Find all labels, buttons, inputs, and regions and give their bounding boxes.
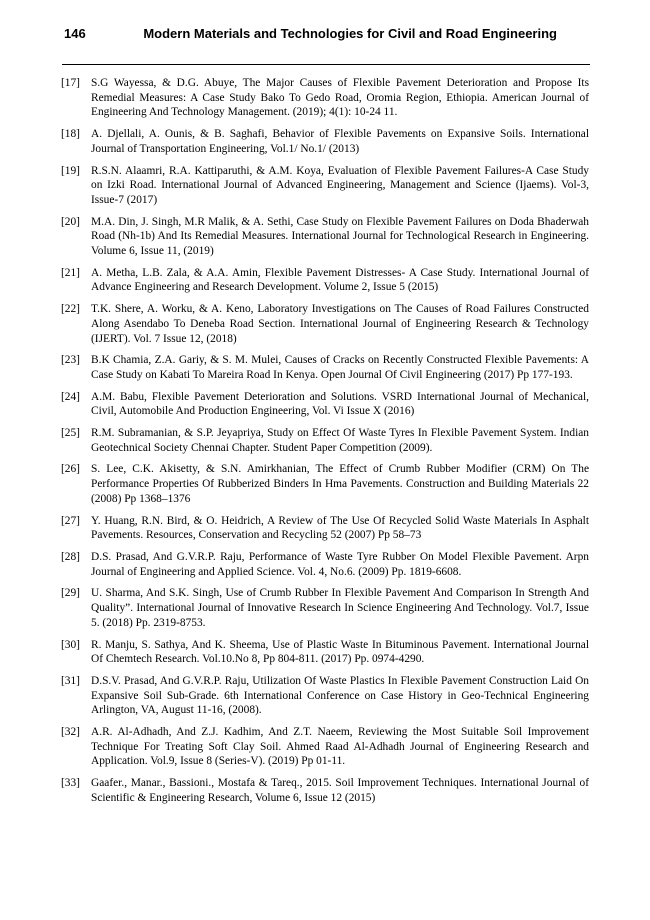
reference-number: [18] <box>61 128 80 141</box>
header-divider <box>62 64 590 65</box>
reference-item <box>61 776 589 805</box>
reference-text: D.S.V. Prasad, And G.V.R.P. Raju, Utilization Of Waste Plastics In Flexible Pavement Construction Laid On Expansive Soil Sub-Grade. 6th International Conference on Case History in Geo-Technical Engineering Arlington, VA, August 11-16, (2008). <box>91 674 589 717</box>
reference-text: Gaafer., Manar., Bassioni., Mostafa & Tareq., 2015. Soil Improvement Techniques. International Journal of Scientific & Engineering Research, Volume 6, Issue 12 (2015) <box>91 777 589 804</box>
reference-item <box>61 426 589 455</box>
reference-number: [27] <box>61 514 80 527</box>
reference-text: B.K Chamia, Z.A. Gariy, & S. M. Mulei, Causes of Cracks on Recently Constructed Flexible Pavements: A Case Study on Kabati To Mareira Road In Kenya. Open Journal Of Civil Engineering (2017) Pp 177-193. <box>91 354 589 381</box>
reference-number: [24] <box>61 390 80 403</box>
reference-item <box>61 390 589 419</box>
reference-number: [23] <box>61 354 80 367</box>
reference-text: Y. Huang, R.N. Bird, & O. Heidrich, A Review of The Use Of Recycled Solid Waste Materials In Asphalt Pavements. Resources, Conservation and Recycling 52 (2007) Pp 58–73 <box>91 514 589 542</box>
page-number: 146 <box>64 26 86 41</box>
reference-number: [26] <box>61 463 80 476</box>
reference-text: A.R. Al-Adhadh, And Z.J. Kadhim, And Z.T. Naeem, Reviewing the Most Suitable Soil Improvement Technique For Treating Soft Clay Soil. Ahmed Raad Al-Adhadh Journal of Engineering Research and Application. Vol.9, Issue 8 (Series-V). (2019) Pp 01-11. <box>91 726 589 768</box>
reference-item <box>61 550 589 579</box>
reference-item <box>61 586 589 630</box>
reference-text: R.M. Subramanian, & S.P. Jeyapriya, Study on Effect Of Waste Tyres In Flexible Pavement System. Indian Geotechnical Society Chennai Chapter. Student Paper Competition (2009). <box>91 427 589 454</box>
reference-item <box>61 127 589 156</box>
reference-item <box>61 353 589 382</box>
reference-item <box>61 638 589 667</box>
reference-number: [33] <box>61 777 80 790</box>
reference-text: S.G Wayessa, & D.G. Abuye, The Major Causes of Flexible Pavement Deterioration and Propose Its Remedial Measures: A Case Study Bako To Gedo Road, Oromia Region, Ethiopia. American Journal of Engineering And Technology Management. (2019); 4(1): 10-24 11. <box>91 77 589 119</box>
page-header <box>64 26 589 44</box>
reference-text: D.S. Prasad, And G.V.R.P. Raju, Performance of Waste Tyre Rubber On Model Flexible Pavement. Arpn Journal of Engineering and Applied Science. Vol. 4, No.6. (2009) Pp. 1819-6608. <box>91 550 589 578</box>
running-title: Modern Materials and Technologies for Civil and Road Engineering <box>143 26 557 41</box>
reference-text: R. Manju, S. Sathya, And K. Sheema, Use of Plastic Waste In Bituminous Pavement. International Journal Of Chemtech Research. Vol.10.No 8, Pp 804-811. (2017) Pp. 0974-4290. <box>91 638 589 666</box>
reference-number: [19] <box>61 164 80 177</box>
reference-item <box>61 514 589 543</box>
reference-text: R.S.N. Alaamri, R.A. Kattiparuthi, & A.M. Koya, Evaluation of Flexible Pavement Failures-A Case Study on Izki Road. International Journal of Advanced Engineering, Management and Science (Ijaems). Vol-3, Issue-7 (2017) <box>91 164 589 206</box>
reference-number: [17] <box>61 77 80 89</box>
reference-number: [25] <box>61 427 80 440</box>
reference-item <box>61 215 589 259</box>
reference-text: S. Lee, C.K. Akisetty, & S.N. Amirkhanian, The Effect of Crumb Rubber Modifier (CRM) On The Performance Properties Of Rubberized Binders In Hma Pavements. Construction and Building Materials 22 (2008) Pp 1368–1376 <box>91 463 589 505</box>
reference-number: [30] <box>61 638 80 651</box>
reference-item <box>61 462 589 506</box>
reference-number: [28] <box>61 550 80 563</box>
reference-number: [32] <box>61 726 80 739</box>
reference-text: U. Sharma, And S.K. Singh, Use of Crumb Rubber In Flexible Pavement And Comparison In Strength And Quality”. International Journal of Innovative Research In Science Engineering And Technology. Vol.7, Issue 5. (2018) Pp. 2319-8753. <box>91 587 589 629</box>
reference-item <box>61 302 589 346</box>
reference-item <box>61 266 589 295</box>
reference-text: T.K. Shere, A. Worku, & A. Keno, Laboratory Investigations on The Causes of Road Failures Constructed Along Asendabo To Deneba Road Section. International Journal of Engineering Research & Technology (IJERT). Vol. 7 Issue 12, (2018) <box>91 303 589 345</box>
reference-text: A. Djellali, A. Ounis, & B. Saghafi, Behavior of Flexible Pavements on Expansive Soils. International Journal of Transportation Engineering, Vol.1/ No.1/ (2013) <box>91 128 589 155</box>
reference-item <box>61 76 589 120</box>
reference-number: [31] <box>61 674 80 687</box>
reference-text: A. Metha, L.B. Zala, & A.A. Amin, Flexible Pavement Distresses- A Case Study. International Journal of Advance Engineering and Research Development. Volume 2, Issue 5 (2015) <box>91 266 589 294</box>
reference-text: M.A. Din, J. Singh, M.R Malik, & A. Sethi, Case Study on Flexible Pavement Failures on Doda Bhaderwah Road (Nh-1b) And Its Remedial Measures. International Journal for Technological Research in Engineering. Volume 6, Issue 11, (2019) <box>91 215 589 258</box>
reference-number: [29] <box>61 587 80 600</box>
reference-item <box>61 674 589 718</box>
reference-item <box>61 725 589 769</box>
reference-item <box>61 164 589 208</box>
reference-number: [22] <box>61 303 80 316</box>
reference-number: [20] <box>61 215 80 228</box>
reference-text: A.M. Babu, Flexible Pavement Deterioration and Solutions. VSRD International Journal of Mechanical, Civil, Automobile And Production Engineering, Vol. Vi Issue X (2016) <box>91 390 589 418</box>
reference-list <box>61 76 589 813</box>
reference-number: [21] <box>61 266 80 279</box>
